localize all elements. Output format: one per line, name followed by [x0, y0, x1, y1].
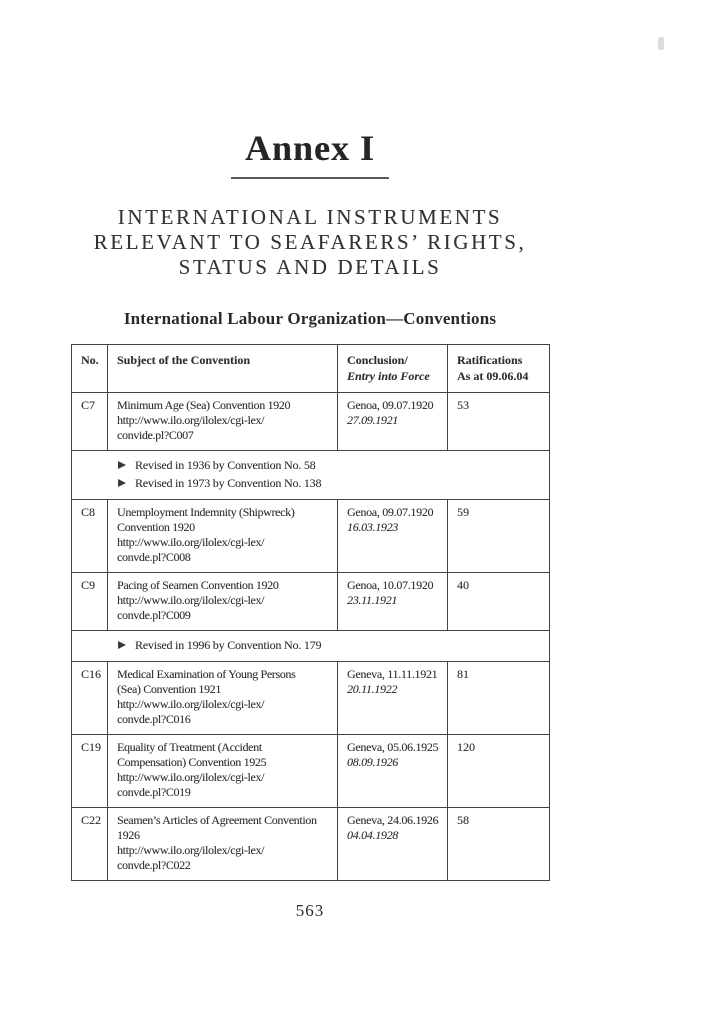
conclusion-date: Genoa, 09.07.1920 — [347, 398, 434, 412]
cell-conclusion — [338, 573, 448, 631]
subject-title-line: Compensation) Convention 1925 — [117, 755, 267, 769]
table-row — [72, 808, 550, 881]
cell-revision-notes — [72, 631, 550, 662]
entry-into-force-date: 23.11.1921 — [347, 593, 398, 607]
note-line — [118, 474, 543, 492]
cell-convention-number: C16 — [72, 662, 108, 735]
subject-title-line: Convention 1920 — [117, 520, 195, 534]
conventions-table — [71, 344, 550, 881]
subject-url-line: http://www.ilo.org/ilolex/cgi-lex/ — [117, 697, 265, 711]
cell-revision-notes — [72, 451, 550, 500]
arrow-bullet-icon — [118, 461, 126, 469]
cell-convention-number: C22 — [72, 808, 108, 881]
col-header-ratifications-line2: As at 09.06.04 — [457, 369, 529, 383]
col-header-ratifications-line1: Ratifications — [457, 353, 523, 367]
entry-into-force-date: 27.09.1921 — [347, 413, 399, 427]
subject-url-line: http://www.ilo.org/ilolex/cgi-lex/ — [117, 413, 265, 427]
scan-artifact — [658, 37, 664, 50]
table-row — [72, 573, 550, 631]
subject-title-line: Minimum Age (Sea) Convention 1920 — [117, 398, 291, 412]
note-row — [72, 631, 550, 662]
note-text: Revised in 1996 by Convention No. 179 — [135, 638, 322, 652]
entry-into-force-date: 16.03.1923 — [347, 520, 399, 534]
document-heading-line: RELEVANT TO SEAFARERS’ RIGHTS, — [93, 230, 527, 254]
conclusion-date: Geneva, 24.06.1926 — [347, 813, 439, 827]
table-row — [72, 662, 550, 735]
col-header-subject: Subject of the Convention — [108, 345, 338, 393]
subject-url-line: convde.pl?C022 — [117, 858, 191, 872]
cell-conclusion — [338, 662, 448, 735]
subject-url-line: convde.pl?C008 — [117, 550, 191, 564]
document-heading — [71, 205, 549, 280]
cell-ratifications: 40 — [448, 573, 550, 631]
document-heading-line: INTERNATIONAL INSTRUMENTS — [117, 205, 503, 229]
subject-title-line: 1926 — [117, 828, 140, 842]
note-line — [118, 636, 543, 654]
note-text: Revised in 1973 by Convention No. 138 — [135, 476, 322, 490]
cell-conclusion — [338, 393, 448, 451]
subject-title-line: Seamen’s Articles of Agreement Convention — [117, 813, 317, 827]
cell-ratifications: 120 — [448, 735, 550, 808]
subject-url-line: convide.pl?C007 — [117, 428, 194, 442]
arrow-bullet-icon — [118, 479, 126, 487]
conclusion-date: Geneva, 05.06.1925 — [347, 740, 439, 754]
cell-ratifications: 58 — [448, 808, 550, 881]
document-heading-line: STATUS AND DETAILS — [178, 255, 442, 279]
subject-url-line: http://www.ilo.org/ilolex/cgi-lex/ — [117, 843, 265, 857]
cell-ratifications: 53 — [448, 393, 550, 451]
col-header-conclusion — [338, 345, 448, 393]
cell-subject — [108, 393, 338, 451]
subject-title-line: Equality of Treatment (Accident — [117, 740, 262, 754]
cell-convention-number: C9 — [72, 573, 108, 631]
col-header-entry-into-force: Entry into Force — [347, 369, 430, 383]
note-text: Revised in 1936 by Convention No. 58 — [135, 458, 316, 472]
subject-url-line: convde.pl?C019 — [117, 785, 191, 799]
note-line — [118, 456, 543, 474]
cell-subject — [108, 808, 338, 881]
subject-title-line: (Sea) Convention 1921 — [117, 682, 221, 696]
subject-title-line: Pacing of Seamen Convention 1920 — [117, 578, 279, 592]
col-header-no: No. — [72, 345, 108, 393]
entry-into-force-date: 08.09.1926 — [347, 755, 399, 769]
entry-into-force-date: 04.04.1928 — [347, 828, 399, 842]
cell-ratifications: 81 — [448, 662, 550, 735]
cell-conclusion — [338, 808, 448, 881]
subject-url-line: http://www.ilo.org/ilolex/cgi-lex/ — [117, 770, 265, 784]
conclusion-date: Genoa, 09.07.1920 — [347, 505, 434, 519]
cell-subject — [108, 662, 338, 735]
cell-convention-number: C8 — [72, 500, 108, 573]
document-page — [71, 0, 549, 921]
subject-url-line: convde.pl?C016 — [117, 712, 191, 726]
table-header-row — [72, 345, 550, 393]
annex-title: Annex I — [244, 128, 376, 168]
cell-conclusion — [338, 500, 448, 573]
arrow-bullet-icon — [118, 641, 126, 649]
cell-subject — [108, 500, 338, 573]
subject-title-line: Medical Examination of Young Persons — [117, 667, 296, 681]
col-header-conclusion-line1: Conclusion/ — [347, 353, 408, 367]
cell-conclusion — [338, 735, 448, 808]
cell-convention-number: C19 — [72, 735, 108, 808]
title-underline — [231, 177, 389, 179]
table-row — [72, 735, 550, 808]
col-header-ratifications — [448, 345, 550, 393]
cell-subject — [108, 573, 338, 631]
cell-ratifications: 59 — [448, 500, 550, 573]
note-row — [72, 451, 550, 500]
conclusion-date: Genoa, 10.07.1920 — [347, 578, 434, 592]
cell-subject — [108, 735, 338, 808]
page-number: 563 — [295, 901, 325, 920]
cell-convention-number: C7 — [72, 393, 108, 451]
section-title: International Labour Organization—Conventions — [123, 309, 497, 328]
table-row — [72, 500, 550, 573]
conclusion-date: Geneva, 11.11.1921 — [347, 667, 438, 681]
entry-into-force-date: 20.11.1922 — [347, 682, 398, 696]
subject-url-line: convde.pl?C009 — [117, 608, 191, 622]
table-row — [72, 393, 550, 451]
subject-title-line: Unemployment Indemnity (Shipwreck) — [117, 505, 295, 519]
subject-url-line: http://www.ilo.org/ilolex/cgi-lex/ — [117, 593, 265, 607]
subject-url-line: http://www.ilo.org/ilolex/cgi-lex/ — [117, 535, 265, 549]
